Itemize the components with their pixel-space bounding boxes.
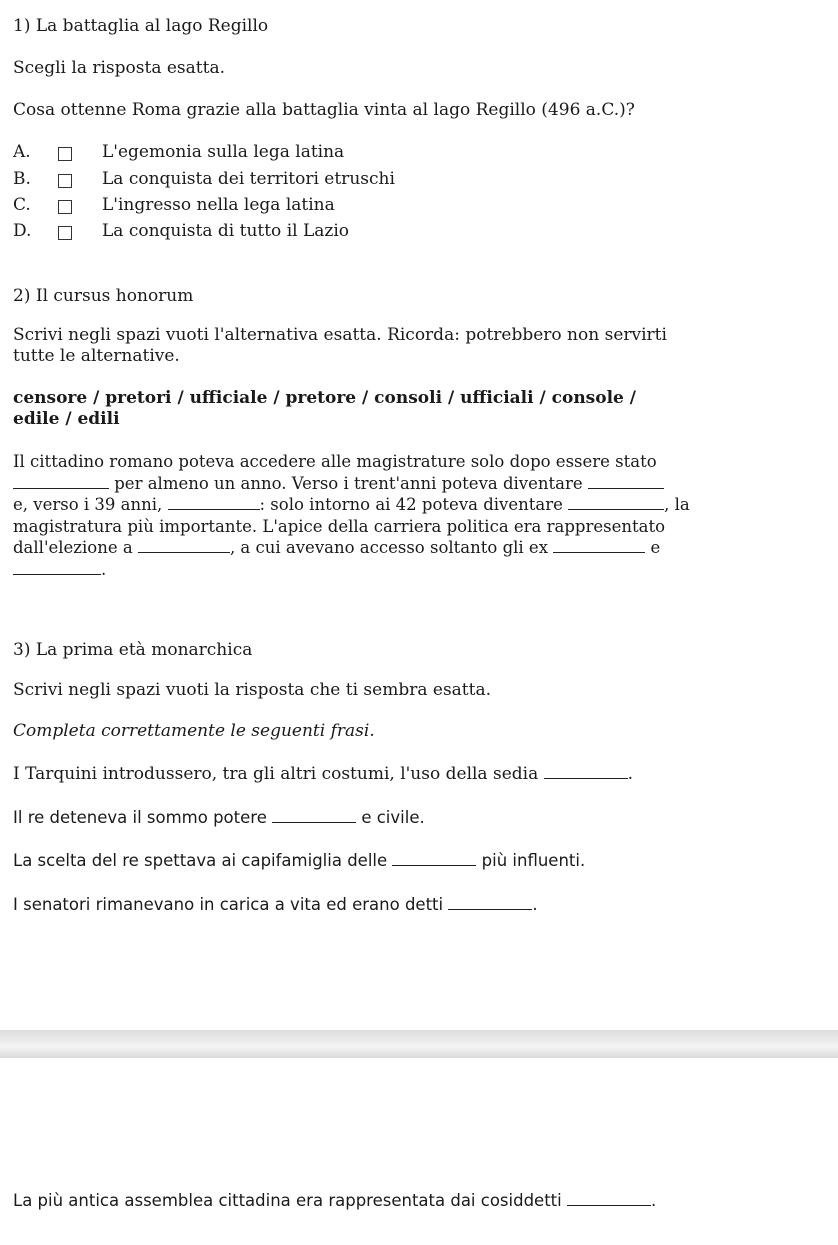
- text-fragment: , a cui avevano accesso soltanto gli ex: [229, 538, 548, 557]
- text-fragment: I Tarquini introdussero, tra gli altri costumi, l'uso della sedia: [13, 764, 539, 784]
- checkbox-a[interactable]: [58, 147, 72, 161]
- text-fragment: dall'elezione a: [13, 538, 133, 557]
- text-fragment: La più antica assemblea cittadina era rappresentata dai cosiddetti: [13, 1191, 562, 1210]
- text-fragment: Il re deteneva il sommo potere: [13, 808, 267, 827]
- q3-sentence-2: [13, 807, 425, 828]
- text-fragment: .: [627, 764, 634, 784]
- text-fragment: e: [650, 538, 661, 557]
- option-text: L'ingresso nella lega latina: [102, 195, 335, 215]
- page-separator: [0, 1030, 838, 1058]
- text-fragment: .: [101, 559, 107, 579]
- q2-para-line4: magistratura più importante. L'apice della carriera politica era rappresentato: [13, 516, 666, 536]
- option-letter: D.: [13, 221, 32, 241]
- option-text: La conquista di tutto il Lazio: [102, 221, 350, 241]
- q2-para-line2: [13, 473, 753, 495]
- blank-input[interactable]: [588, 474, 664, 489]
- blank-input[interactable]: [392, 851, 476, 866]
- q2-para-line6: [13, 559, 753, 581]
- option-text: L'egemonia sulla lega latina: [102, 142, 345, 162]
- q2-para-line1: Il cittadino romano poteva accedere alle magistrature solo dopo essere stato: [13, 452, 657, 471]
- text-fragment: .: [532, 895, 538, 914]
- text-fragment: e, verso i 39 anni,: [13, 495, 163, 514]
- blank-input[interactable]: [448, 895, 532, 910]
- blank-input[interactable]: [568, 495, 664, 510]
- option-text: La conquista dei territori etruschi: [102, 169, 395, 189]
- option-letter: B.: [13, 169, 31, 189]
- text-fragment: , la: [664, 495, 690, 514]
- checkbox-c[interactable]: [58, 200, 72, 214]
- option-letter: A.: [13, 142, 31, 162]
- checkbox-b[interactable]: [58, 174, 72, 188]
- blank-input[interactable]: [272, 808, 356, 823]
- text-fragment: I senatori rimanevano in carica a vita ed erano detti: [13, 895, 444, 914]
- text-fragment: La scelta del re spettava ai capifamiglia delle: [13, 851, 388, 870]
- q2-instruction-line1: Scrivi negli spazi vuoti l'alternativa esatta. Ricorda: potrebbero non servirti: [13, 325, 667, 345]
- text-fragment: : solo intorno ai 42 poteva diventare: [259, 495, 563, 514]
- blank-input[interactable]: [567, 1191, 651, 1206]
- q2-para-line5: [13, 537, 753, 559]
- q2-para-line3: [13, 494, 753, 516]
- q2-paragraph: [13, 451, 753, 580]
- blank-input[interactable]: [544, 764, 628, 779]
- blank-input[interactable]: [553, 538, 645, 553]
- q3-sentence-1: [13, 764, 633, 785]
- q1-question: Cosa ottenne Roma grazie alla battaglia vinta al lago Regillo (496 a.C.)?: [13, 100, 635, 120]
- option-letter: C.: [13, 195, 31, 215]
- q2-choices-line2: edile / edili: [13, 409, 120, 429]
- q1-instruction: Scegli la risposta esatta.: [13, 58, 225, 78]
- checkbox-d[interactable]: [58, 226, 72, 240]
- q2-instruction-line2: tutte le alternative.: [13, 346, 180, 366]
- q2-choices-line1: censore / pretori / ufficiale / pretore / consoli / ufficiali / console /: [13, 388, 636, 408]
- q3-subinstruction: Completa correttamente le seguenti frasi.: [13, 721, 375, 741]
- blank-input[interactable]: [13, 560, 101, 575]
- text-fragment: .: [650, 1191, 657, 1210]
- q2-title: 2) Il cursus honorum: [13, 286, 194, 306]
- q1-title: 1) La battaglia al lago Regillo: [13, 16, 269, 36]
- page-sheet-2: [0, 1058, 838, 1245]
- text-fragment: e civile.: [361, 808, 425, 827]
- q3-title: 3) La prima età monarchica: [13, 640, 253, 660]
- q3-instruction: Scrivi negli spazi vuoti la risposta che ti sembra esatta.: [13, 680, 492, 700]
- blank-input[interactable]: [138, 538, 230, 553]
- text-fragment: per almeno un anno. Verso i trent'anni poteva diventare: [114, 473, 583, 493]
- q3-sentence-4: [13, 894, 538, 915]
- text-fragment: più influenti.: [481, 851, 586, 870]
- blank-input[interactable]: [168, 495, 260, 510]
- blank-input[interactable]: [13, 474, 109, 489]
- q3-sentence-3: [13, 850, 585, 871]
- q3-sentence-5: [13, 1190, 656, 1211]
